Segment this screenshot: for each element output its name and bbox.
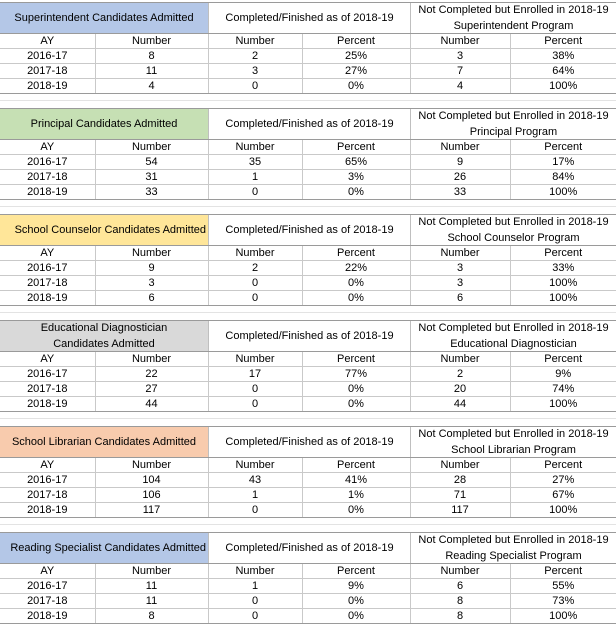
table-cell[interactable]: 2	[208, 261, 302, 276]
column-header[interactable]: Percent	[302, 564, 410, 579]
blank-row-gridline	[0, 312, 616, 313]
table-cell[interactable]: 3	[95, 276, 208, 291]
section-table	[0, 564, 616, 624]
table-row	[0, 594, 616, 609]
table-cell[interactable]: 0%	[302, 79, 410, 94]
table-cell[interactable]: 0	[208, 609, 302, 624]
column-header[interactable]: Percent	[302, 458, 410, 473]
table-cell[interactable]: 2016-17	[0, 473, 95, 488]
column-header[interactable]: Number	[410, 34, 510, 49]
table-cell[interactable]: 74%	[510, 382, 616, 397]
section-table	[0, 352, 616, 412]
table-cell[interactable]: 11	[95, 64, 208, 79]
section-title: Reading Specialist Candidates Admitted	[10, 542, 206, 554]
table-cell[interactable]: 31	[95, 170, 208, 185]
enrolled-header: Not Completed but Enrolled in 2018-19 Superintendent Program	[418, 4, 609, 32]
column-header[interactable]: Number	[410, 140, 510, 155]
table-row	[0, 49, 616, 64]
section-title-cell[interactable]	[0, 2, 208, 34]
table-cell[interactable]: 100%	[510, 291, 616, 306]
table-cell[interactable]: 41%	[302, 473, 410, 488]
table-cell[interactable]: 27%	[302, 64, 410, 79]
column-header[interactable]: Percent	[302, 352, 410, 367]
enrolled-header: Not Completed but Enrolled in 2018-19 School Librarian Program	[418, 428, 609, 456]
table-cell[interactable]: 0	[208, 382, 302, 397]
section-title: Superintendent Candidates Admitted	[14, 12, 194, 24]
table-cell[interactable]: 2018-19	[0, 79, 95, 94]
table-row	[0, 291, 616, 306]
table-cell[interactable]: 64%	[510, 64, 616, 79]
table-row	[0, 155, 616, 170]
table-cell[interactable]: 2017-18	[0, 64, 95, 79]
table-cell[interactable]: 8	[410, 609, 510, 624]
section-table	[0, 458, 616, 518]
column-header[interactable]: Number	[410, 564, 510, 579]
completed-header: Completed/Finished as of 2018-19	[225, 542, 394, 554]
table-row	[0, 579, 616, 594]
table-cell[interactable]: 2018-19	[0, 291, 95, 306]
table-cell[interactable]: 100%	[510, 609, 616, 624]
column-header-row	[0, 458, 616, 473]
enrolled-header: Not Completed but Enrolled in 2018-19 School Counselor Program	[418, 216, 609, 244]
blank-row-gridline	[0, 100, 616, 101]
enrolled-header: Not Completed but Enrolled in 2018-19 Reading Specialist Program	[418, 534, 609, 562]
table-row	[0, 382, 616, 397]
table-cell[interactable]: 44	[410, 397, 510, 412]
completed-header-cell[interactable]	[208, 532, 410, 564]
enrolled-header-cell[interactable]	[410, 320, 616, 352]
table-cell[interactable]: 7	[410, 64, 510, 79]
column-header[interactable]: Percent	[510, 34, 616, 49]
table-cell[interactable]: 2016-17	[0, 579, 95, 594]
table-cell[interactable]: 65%	[302, 155, 410, 170]
table-cell[interactable]: 22%	[302, 261, 410, 276]
table-row	[0, 64, 616, 79]
table-cell[interactable]: 117	[410, 503, 510, 518]
table-cell[interactable]: 2017-18	[0, 276, 95, 291]
table-cell[interactable]: 2018-19	[0, 609, 95, 624]
table-cell[interactable]: 33%	[510, 261, 616, 276]
column-header[interactable]: Number	[208, 352, 302, 367]
column-header[interactable]: Number	[95, 246, 208, 261]
table-cell[interactable]: 0	[208, 594, 302, 609]
table-cell[interactable]: 3	[208, 64, 302, 79]
table-cell[interactable]: 3	[410, 261, 510, 276]
enrolled-header: Not Completed but Enrolled in 2018-19 Educational Diagnostician	[418, 322, 609, 350]
table-cell[interactable]: 0%	[302, 609, 410, 624]
column-header[interactable]: Percent	[510, 140, 616, 155]
table-cell[interactable]: 2	[410, 367, 510, 382]
column-header[interactable]: Percent	[510, 458, 616, 473]
section-title-cell[interactable]	[0, 532, 208, 564]
section-title-cell[interactable]	[0, 108, 208, 140]
column-header[interactable]: Number	[410, 458, 510, 473]
table-cell[interactable]: 0%	[302, 594, 410, 609]
table-cell[interactable]: 1%	[302, 488, 410, 503]
table-cell[interactable]: 73%	[510, 594, 616, 609]
section-block	[0, 426, 616, 518]
table-row	[0, 473, 616, 488]
table-cell[interactable]: 6	[95, 291, 208, 306]
table-cell[interactable]: 11	[95, 594, 208, 609]
column-header[interactable]: Number	[410, 352, 510, 367]
enrolled-header-cell[interactable]	[410, 532, 616, 564]
table-cell[interactable]: 2016-17	[0, 261, 95, 276]
column-header[interactable]: Number	[208, 246, 302, 261]
table-cell[interactable]: 0	[208, 291, 302, 306]
column-header[interactable]: Percent	[302, 34, 410, 49]
column-header[interactable]: Number	[95, 34, 208, 49]
enrolled-header-cell[interactable]	[410, 426, 616, 458]
table-cell[interactable]: 2016-17	[0, 367, 95, 382]
table-cell[interactable]: 9	[410, 155, 510, 170]
enrolled-header-cell[interactable]	[410, 108, 616, 140]
table-cell[interactable]: 3%	[302, 170, 410, 185]
table-cell[interactable]: 8	[95, 49, 208, 64]
completed-header: Completed/Finished as of 2018-19	[225, 118, 394, 130]
table-cell[interactable]: 33	[95, 185, 208, 200]
table-cell[interactable]: 3	[410, 276, 510, 291]
table-cell[interactable]: 71	[410, 488, 510, 503]
column-header-row	[0, 246, 616, 261]
completed-header-cell[interactable]	[208, 426, 410, 458]
table-cell[interactable]: 0%	[302, 382, 410, 397]
enrolled-header-cell[interactable]	[410, 2, 616, 34]
table-cell[interactable]: 28	[410, 473, 510, 488]
column-header[interactable]: Number	[410, 246, 510, 261]
table-cell[interactable]: 0	[208, 79, 302, 94]
column-header[interactable]: AY	[0, 140, 95, 155]
column-header[interactable]: Percent	[510, 246, 616, 261]
column-header[interactable]: Number	[208, 458, 302, 473]
section-block	[0, 2, 616, 94]
section-title: Principal Candidates Admitted	[30, 118, 178, 130]
table-cell[interactable]: 100%	[510, 503, 616, 518]
table-cell[interactable]: 55%	[510, 579, 616, 594]
table-cell[interactable]: 100%	[510, 185, 616, 200]
table-cell[interactable]: 9%	[302, 579, 410, 594]
table-cell[interactable]: 104	[95, 473, 208, 488]
table-cell[interactable]: 20	[410, 382, 510, 397]
table-cell[interactable]: 3	[410, 49, 510, 64]
section-title-cell[interactable]	[0, 426, 208, 458]
table-cell[interactable]: 9%	[510, 367, 616, 382]
table-row	[0, 609, 616, 624]
table-cell[interactable]: 6	[410, 291, 510, 306]
table-cell[interactable]: 1	[208, 488, 302, 503]
section-block	[0, 320, 616, 412]
table-cell[interactable]: 6	[410, 579, 510, 594]
table-cell[interactable]: 77%	[302, 367, 410, 382]
section-block	[0, 214, 616, 306]
column-header-row	[0, 34, 616, 49]
column-header[interactable]: Number	[208, 34, 302, 49]
section-table	[0, 246, 616, 306]
table-cell[interactable]: 0	[208, 276, 302, 291]
section-title: School Counselor Candidates Admitted	[14, 224, 206, 236]
table-cell[interactable]: 67%	[510, 488, 616, 503]
column-header[interactable]: Number	[95, 564, 208, 579]
table-cell[interactable]: 4	[95, 79, 208, 94]
column-header-row	[0, 564, 616, 579]
column-header[interactable]: AY	[0, 352, 95, 367]
table-cell[interactable]: 17	[208, 367, 302, 382]
table-row	[0, 79, 616, 94]
section-table	[0, 140, 616, 200]
column-header[interactable]: Percent	[302, 246, 410, 261]
column-header[interactable]: AY	[0, 564, 95, 579]
table-cell[interactable]: 27%	[510, 473, 616, 488]
table-cell[interactable]: 8	[95, 609, 208, 624]
table-cell[interactable]: 0%	[302, 291, 410, 306]
table-row	[0, 503, 616, 518]
table-cell[interactable]: 8	[410, 594, 510, 609]
table-row	[0, 185, 616, 200]
column-header[interactable]: Percent	[302, 140, 410, 155]
column-header[interactable]: AY	[0, 246, 95, 261]
table-cell[interactable]: 2018-19	[0, 185, 95, 200]
blank-row-gridline	[0, 524, 616, 525]
section-block	[0, 532, 616, 624]
table-cell[interactable]: 84%	[510, 170, 616, 185]
section-table	[0, 34, 616, 94]
section-block	[0, 108, 616, 200]
table-cell[interactable]: 100%	[510, 79, 616, 94]
column-header[interactable]: AY	[0, 458, 95, 473]
enrolled-header: Not Completed but Enrolled in 2018-19 Principal Program	[418, 110, 609, 138]
table-cell[interactable]: 1	[208, 170, 302, 185]
table-cell[interactable]: 0	[208, 397, 302, 412]
table-cell[interactable]: 0	[208, 185, 302, 200]
section-title: School Librarian Candidates Admitted	[11, 436, 197, 448]
completed-header: Completed/Finished as of 2018-19	[225, 330, 394, 342]
table-cell[interactable]: 117	[95, 503, 208, 518]
section-title-cell[interactable]	[0, 320, 208, 352]
table-cell[interactable]: 2016-17	[0, 49, 95, 64]
section-title-cell[interactable]	[0, 214, 208, 246]
completed-header-cell[interactable]	[208, 320, 410, 352]
table-cell[interactable]: 2016-17	[0, 155, 95, 170]
table-cell[interactable]: 11	[95, 579, 208, 594]
table-row	[0, 261, 616, 276]
table-cell[interactable]: 2018-19	[0, 397, 95, 412]
column-header[interactable]: Number	[95, 352, 208, 367]
column-header[interactable]: Number	[95, 458, 208, 473]
blank-row-gridline	[0, 206, 616, 207]
table-row	[0, 170, 616, 185]
table-cell[interactable]: 2017-18	[0, 488, 95, 503]
table-cell[interactable]: 0%	[302, 397, 410, 412]
column-header[interactable]: AY	[0, 34, 95, 49]
table-cell[interactable]: 1	[208, 579, 302, 594]
column-header[interactable]: Percent	[510, 352, 616, 367]
table-cell[interactable]: 26	[410, 170, 510, 185]
table-cell[interactable]: 25%	[302, 49, 410, 64]
completed-header-cell[interactable]	[208, 2, 410, 34]
column-header[interactable]: Number	[208, 140, 302, 155]
table-cell[interactable]: 54	[95, 155, 208, 170]
table-cell[interactable]: 33	[410, 185, 510, 200]
table-cell[interactable]: 2017-18	[0, 594, 95, 609]
table-cell[interactable]: 22	[95, 367, 208, 382]
table-row	[0, 488, 616, 503]
table-row	[0, 367, 616, 382]
table-cell[interactable]: 38%	[510, 49, 616, 64]
table-cell[interactable]: 100%	[510, 276, 616, 291]
table-row	[0, 276, 616, 291]
completed-header: Completed/Finished as of 2018-19	[225, 12, 394, 24]
completed-header: Completed/Finished as of 2018-19	[225, 436, 394, 448]
table-cell[interactable]: 2017-18	[0, 382, 95, 397]
table-cell[interactable]: 0%	[302, 185, 410, 200]
table-cell[interactable]: 43	[208, 473, 302, 488]
table-cell[interactable]: 100%	[510, 397, 616, 412]
table-cell[interactable]: 44	[95, 397, 208, 412]
column-header[interactable]: Percent	[510, 564, 616, 579]
table-cell[interactable]: 17%	[510, 155, 616, 170]
table-cell[interactable]: 2017-18	[0, 170, 95, 185]
table-cell[interactable]: 35	[208, 155, 302, 170]
column-header[interactable]: Number	[208, 564, 302, 579]
blank-row-gridline	[0, 418, 616, 419]
completed-header: Completed/Finished as of 2018-19	[225, 224, 394, 236]
column-header[interactable]: Number	[95, 140, 208, 155]
completed-header-cell[interactable]	[208, 214, 410, 246]
table-cell[interactable]: 27	[95, 382, 208, 397]
column-header-row	[0, 140, 616, 155]
column-header-row	[0, 352, 616, 367]
section-title: Educational Diagnostician Candidates Admitted	[40, 322, 168, 350]
table-cell[interactable]: 2	[208, 49, 302, 64]
table-cell[interactable]: 0%	[302, 503, 410, 518]
table-row	[0, 397, 616, 412]
table-cell[interactable]: 0	[208, 503, 302, 518]
completed-header-cell[interactable]	[208, 108, 410, 140]
enrolled-header-cell[interactable]	[410, 214, 616, 246]
table-cell[interactable]: 106	[95, 488, 208, 503]
table-cell[interactable]: 4	[410, 79, 510, 94]
table-cell[interactable]: 0%	[302, 276, 410, 291]
table-cell[interactable]: 9	[95, 261, 208, 276]
table-cell[interactable]: 2018-19	[0, 503, 95, 518]
